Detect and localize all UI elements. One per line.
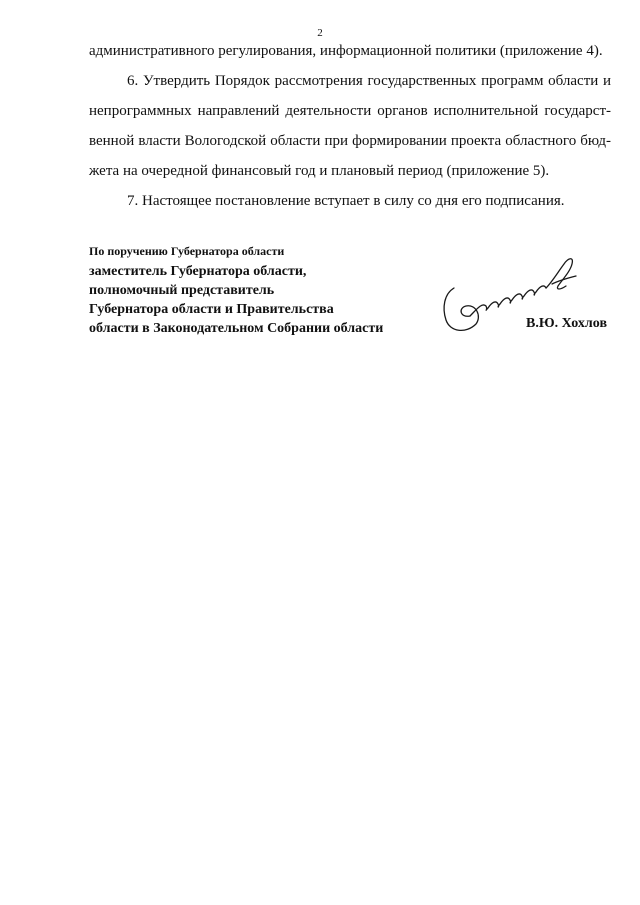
handwritten-signature <box>440 250 580 350</box>
item-6-line-2: непрограммных направлений деятельности органов исполнительной государст- <box>89 103 611 119</box>
item-6-line-1: 6. Утвердить Порядок рассмотрения государственных программ области и <box>127 73 611 89</box>
signer-position-line-1: заместитель Губернатора области, <box>89 264 307 279</box>
paragraph-continuation: административного регулирования, информационной политики (приложение 4). <box>89 43 603 59</box>
signer-position-line-3: Губернатора области и Правительства <box>89 302 334 317</box>
signer-position-line-2: полномочный представитель <box>89 283 275 298</box>
item-6-line-4: жета на очередной финансовый год и плановый период (приложение 5). <box>89 163 550 179</box>
signature-mandate: По поручению Губернатора области <box>89 244 285 258</box>
item-7: 7. Настоящее постановление вступает в силу со дня его подписания. <box>127 193 565 209</box>
document-body <box>89 36 611 216</box>
page-number: 2 <box>317 27 323 39</box>
item-6-line-3: венной власти Вологодской области при формировании проекта областного бюд- <box>89 133 611 149</box>
signer-name: В.Ю. Хохлов <box>526 316 607 331</box>
signer-position-line-4: области в Законодательном Собрании области <box>89 321 384 336</box>
signature-block <box>89 243 419 338</box>
